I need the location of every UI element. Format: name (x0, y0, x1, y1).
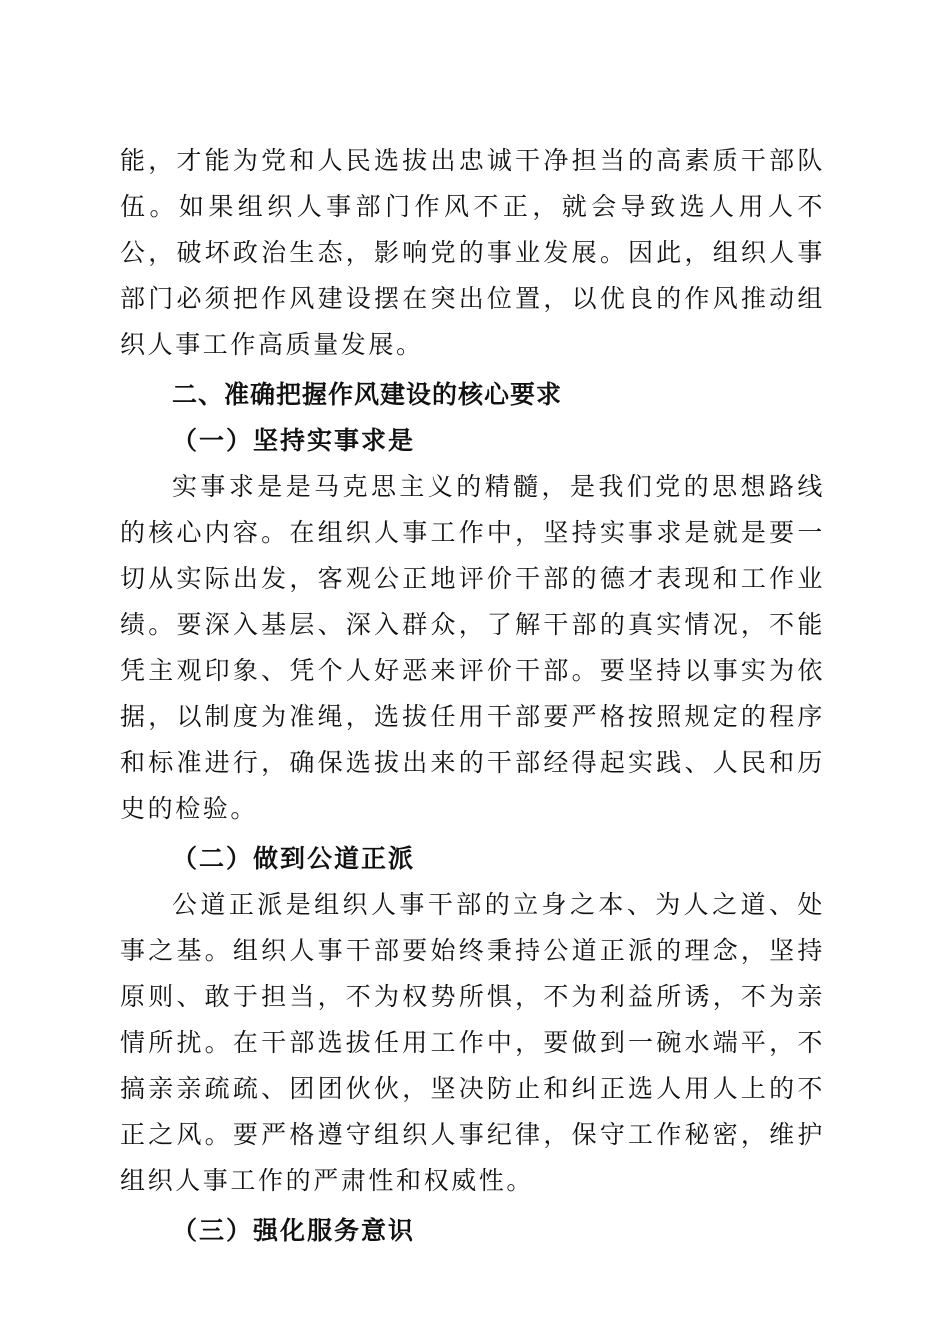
subsection-body-1: 实事求是是马克思主义的精髓，是我们党的思想路线的核心内容。在组织人事工作中，坚持实事求是就是要一切从实际出发，客观公正地评价干部的德才表现和工作业绩。要深入基层、深入群众，了解干部的真实情况，不能凭主观印象、凭个人好恶来评价干部。要坚持以事实为依据，以制度为准绳，选拔任用干部要严格按照规定的程序和标准进行，确保选拔出来的干部经得起实践、人民和历史的检验。 (120, 472, 825, 823)
continuation-paragraph: 能，才能为党和人民选拔出忠诚干净担当的高素质干部队伍。如果组织人事部门作风不正，就会导致选人用人不公，破坏政治生态，影响党的事业发展。因此，组织人事部门必须把作风建设摆在突出位置，以优良的作风推动组织人事工作高质量发展。 (120, 146, 825, 359)
document-body (120, 138, 825, 1254)
section-heading: 二、准确把握作风建设的核心要求 (172, 380, 563, 409)
subsection-heading-2: （二）做到公道正派 (172, 844, 416, 873)
subsection-heading-3: （三）强化服务意识 (172, 1216, 416, 1245)
subsection-body-2: 公道正派是组织人事干部的立身之本、为人之道、处事之基。组织人事干部要始终秉持公道正派的理念，坚持原则、敢于担当，不为权势所惧，不为利益所诱，不为亲情所扰。在干部选拔任用工作中，要做到一碗水端平，不搞亲亲疏疏、团团伙伙，坚决防止和纠正选人用人上的不正之风。要严格遵守组织人事纪律，保守工作秘密，维护组织人事工作的严肃性和权威性。 (120, 890, 825, 1195)
subsection-heading-1: （一）坚持实事求是 (172, 426, 416, 455)
